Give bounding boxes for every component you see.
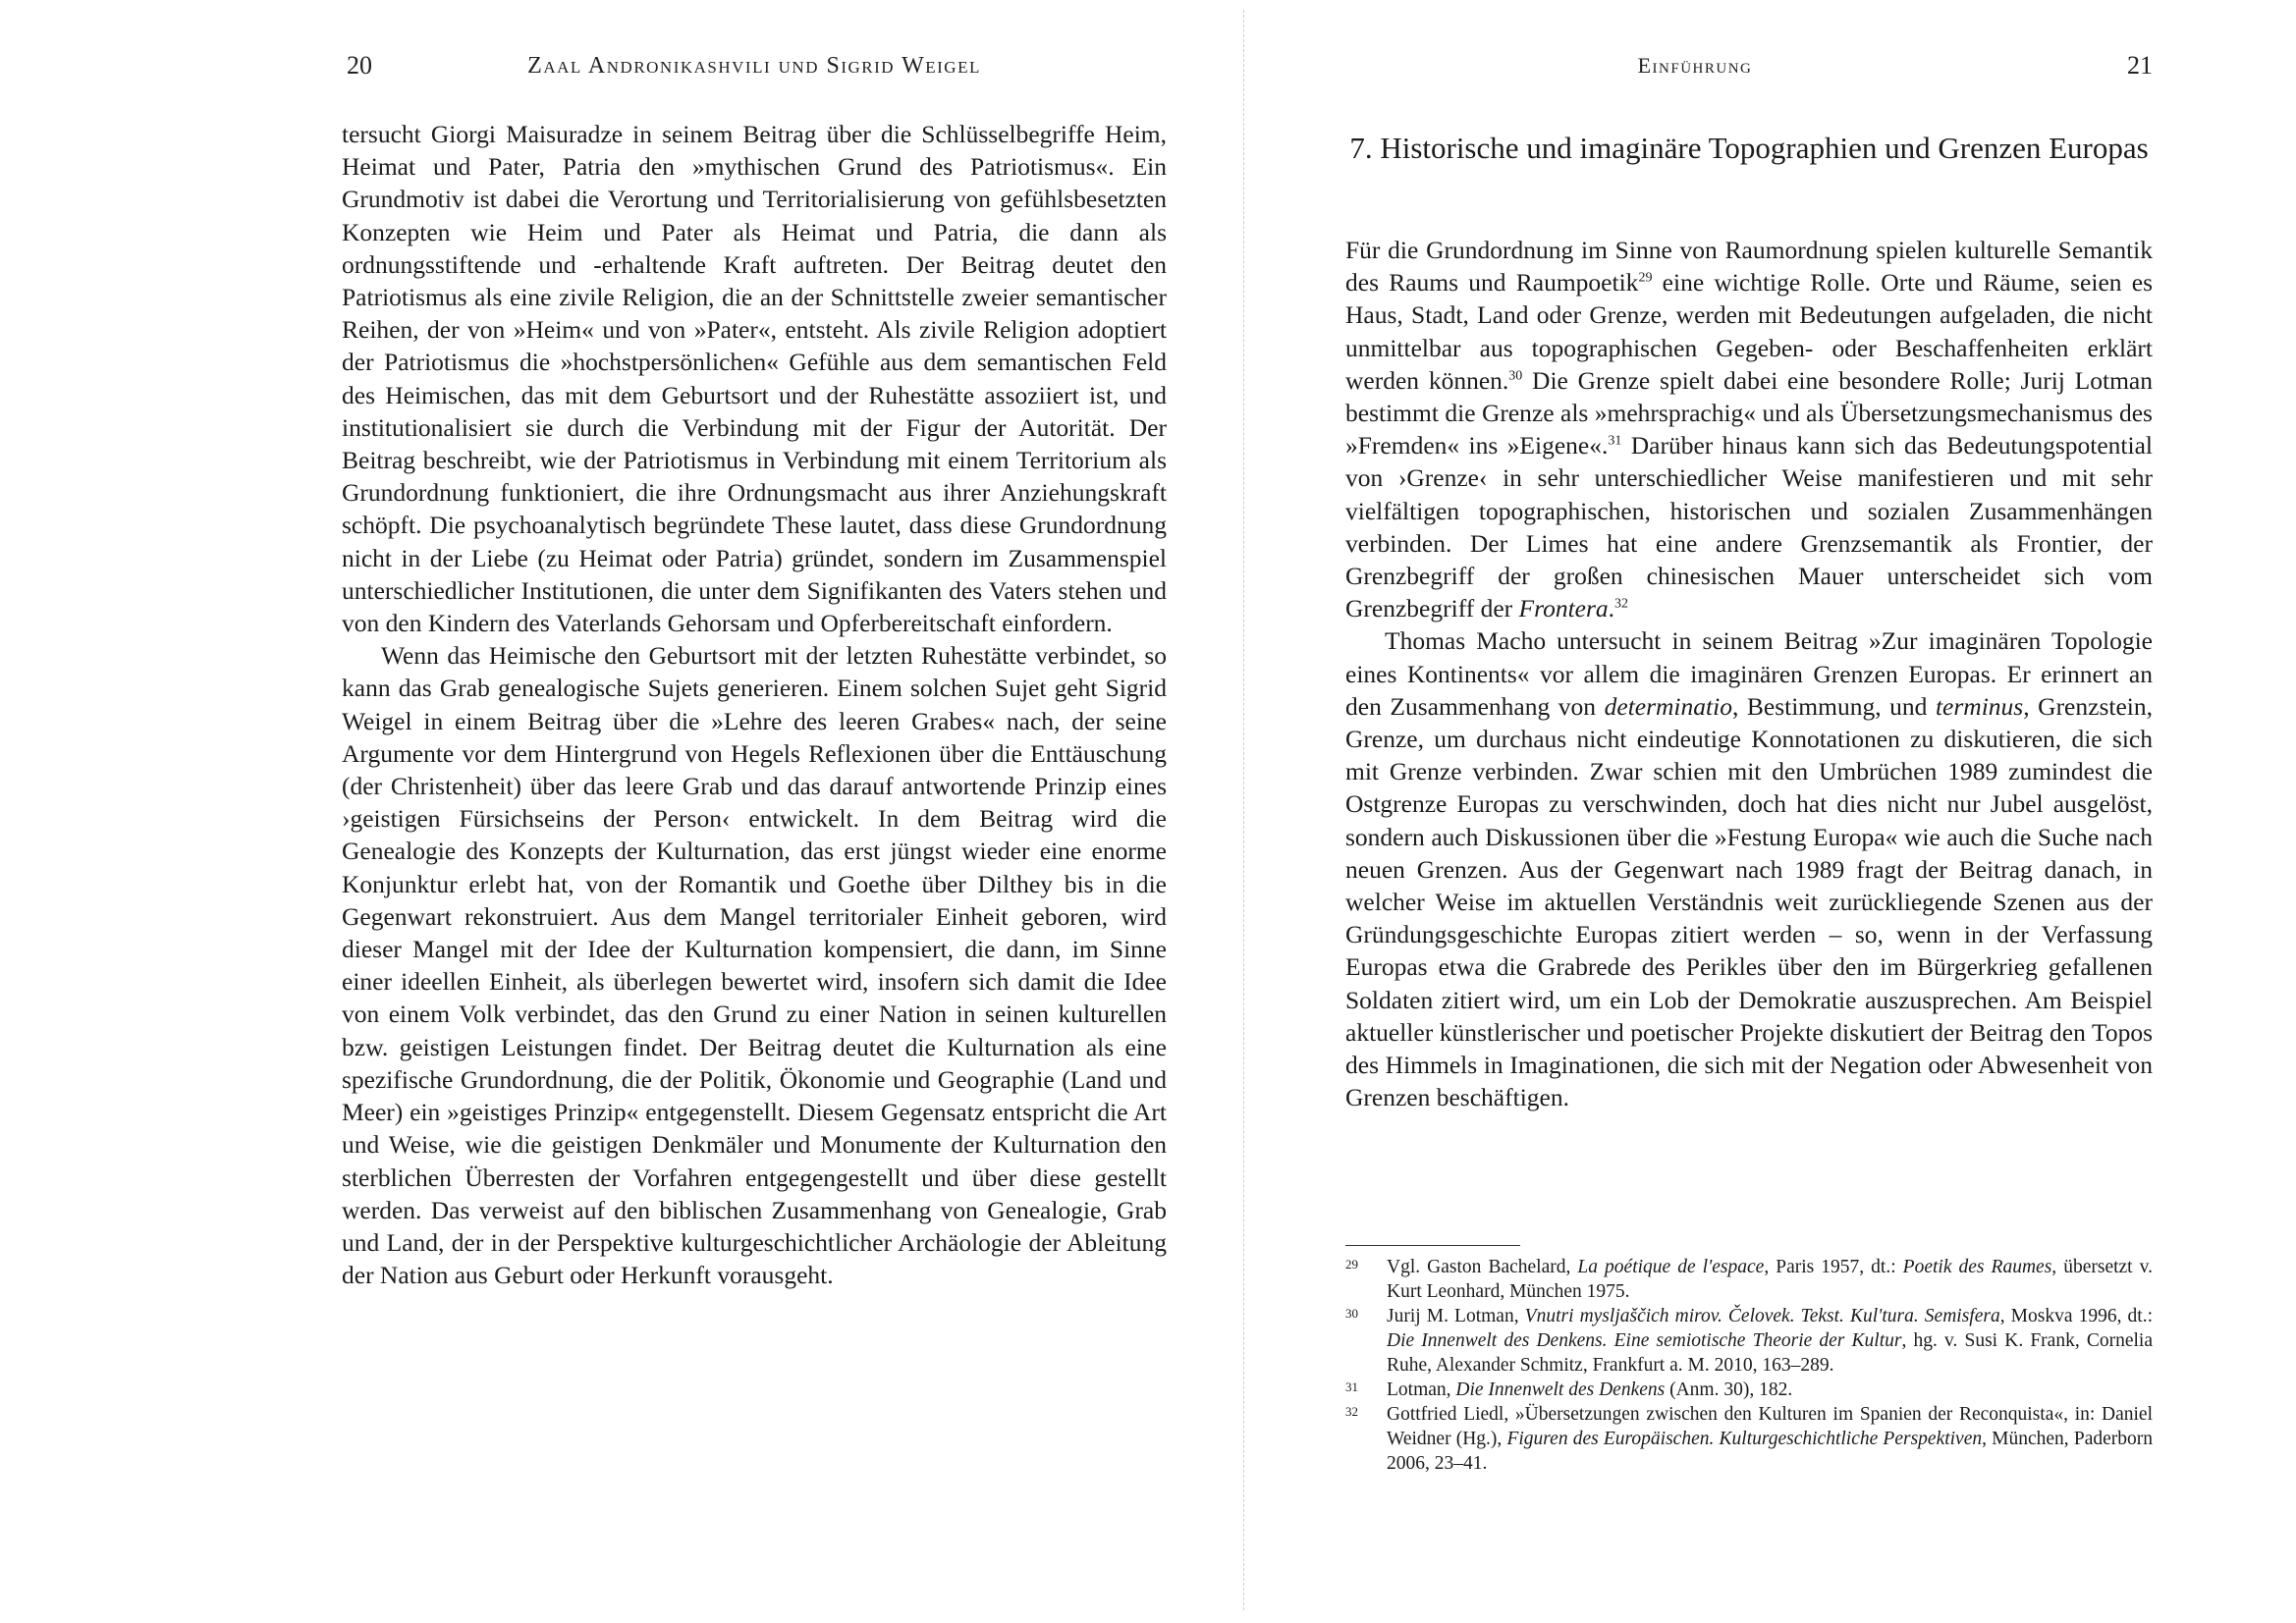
italic-title: La poétique de l'espace [1577,1257,1765,1277]
italic-title: Vnutri mysljaščich mirov. Čelovek. Tekst. Kul'tura. Semisfera [1524,1306,2000,1326]
footnote-separator [1345,1245,1520,1246]
text-run: Gottfried Liedl, »Übersetzungen zwischen den Kulturen im Spanien der Reconquista«, in: Daniel Weidner (Hg.), [1387,1404,2153,1449]
text-run: , Moskva 1996, dt.: [1999,1306,2153,1326]
running-head-section: Einführung [1637,53,1753,78]
left-body-text [342,118,1167,1291]
text-run: Jurij M. Lotman, [1387,1306,1525,1326]
page-number-right: 21 [2127,51,2153,80]
footnote-30 [1345,1304,2153,1378]
footnote-31 [1345,1378,2153,1402]
text-run: Darüber hinaus kann sich das Bedeutungspotential von ›Grenze‹ in sehr unterschiedlicher Weise manifestieren und mit sehr vielfältigen topographischen, historischen und sozialen Zusammenhängen verbinden. Der Limes hat eine andere Grenzsemantik als Frontier, der Grenzbegriff der großen chinesischen Mauer unterscheidet sich vom Grenzbegriff der [1345,431,2153,623]
text-run: Die Grenze spielt dabei eine besondere Rolle; Jurij Lotman bestimmt die Grenze als »mehrsprachig« und als Übersetzungsmechanismus des »Fremden« ins »Eigene«. [1345,365,2153,460]
right-paragraph-1 [1345,234,2153,624]
right-page [1345,0,2153,1623]
right-body-text [1345,234,2153,1113]
text-run: (Anm. 30), 182. [1665,1380,1793,1400]
running-head-left [342,51,1167,84]
right-paragraph-2 [1345,624,2153,1113]
footnote-ref-30[interactable]: 30 [1508,368,1523,384]
text-run: , Paris 1957, dt.: [1764,1257,1903,1277]
running-head-right [1345,51,2153,84]
running-head-authors: Zaal Andronikashvili und Sigrid Weigel [527,53,981,79]
text-run: , Grenzstein, Grenze, um durchaus nicht eindeutige Konnotationen zu diskutieren, die sich mit Grenze verbinden. Zwar schien mit den Umbrüchen 1989 zumindest die Ostgrenze Europas zu verschwinden, doch hat dies nicht nur Jubel ausgelöst, sondern auch Diskussionen über die »Festung Europa« wie auch die Suche nach neuen Grenzen. Aus der Gegenwart nach 1989 fragt der Beitrag danach, in welcher Weise im aktuellen Verständnis weit zurückliegende Szenen aus der Gründungsgeschichte Europas zitiert werden – so, wenn in der Verfassung Europas etwa die Grabrede des Perikles über den im Bürgerkrieg gefallenen Soldaten zitiert wird, um ein Lob der Demokratie auszusprechen. Am Beispiel aktueller künstlerischer und poetischer Projekte diskutiert der Beitrag den Topos des Himmels in Imaginationen, die sich mit der Negation oder Abwesenheit von Grenzen beschäftigen. [1345,691,2153,1112]
italic-title: Die Innenwelt des Denkens. Eine semiotische Theorie der Kultur [1387,1330,1902,1351]
italic-term: determinatio [1604,691,1732,721]
italic-title: Figuren des Europäischen. Kulturgeschichtliche Perspektiven [1506,1429,1983,1449]
text-run: , übersetzt v. Kurt Leonhard, München 1975. [1387,1257,2153,1302]
footnote-32 [1345,1402,2153,1476]
footnote-number: 30 [1345,1306,1358,1321]
left-paragraph-1: tersucht Giorgi Maisuradze in seinem Beitrag über die Schlüsselbegriffe Heim, Heimat und Pater, Patria den »mythischen Grund des Patriotismus«. Ein Grundmotiv ist dabei die Verortung und Territorialisierung von gefühlsbesetzten Konzepten wie Heim und Pater als Heimat und Patria, die dann als ordnungsstiftende und -erhaltende Kraft auftreten. Der Beitrag deutet den Patriotismus als eine zivile Religion, die an der Schnittstelle zweier semantischer Reihen, der von »Heim« und von »Pater«, entsteht. Als zivile Religion adoptiert der Patriotismus die »hochstpersönlichen« Gefühle aus dem semantischen Feld des Heimischen, das mit dem Geburtsort und der Ruhestätte assoziiert ist, und institutionalisiert sie durch die Verbindung mit der Figur der Autorität. Der Beitrag beschreibt, wie der Patriotismus in Verbindung mit einem Territorium als Grundordnung funktioniert, die ihre Ordnungsmacht aus ihrer Anziehungskraft schöpft. Die psychoanalytisch begründete These lautet, dass diese Grundordnung nicht in der Liebe (zu Heimat oder Patria) gründet, sondern im Zusammenspiel unterschiedlicher Institutionen, die unter dem Signifikanten des Vaters stehen und von den Kindern des Vaterlands Gehorsam und Opferbereitschaft einfordern. [342,120,1167,638]
text-run: Vgl. Gaston Bachelard, [1387,1257,1578,1277]
footnote-ref-32[interactable]: 32 [1614,596,1629,612]
italic-title: Die Innenwelt des Denkens [1455,1380,1666,1400]
footnote-number: 31 [1345,1380,1358,1394]
text-run: eine wichtige Rolle. Orte und Räume, seien es Haus, Stadt, Land oder Grenze, werden mit Bedeutungen aufgeladen, die nicht unmittelbar aus topographischen Gegeben- oder Beschaffenheiten erklärt werden können. [1345,268,2153,395]
text-run: Thomas Macho untersucht in seinem Beitrag »Zur imaginären Topologie eines Kontinents« vor allem die imaginären Grenzen Europas. Er erinnert an den Zusammenhang von [1345,626,2153,721]
text-run: Für die Grundordnung im Sinne von Raumordnung spielen kulturelle Semantik des Raums und Raumpoetik [1345,236,2153,298]
page-gutter [1243,10,1244,1610]
left-page [342,0,1167,1623]
footnote-number: 29 [1345,1257,1358,1271]
footnote-ref-31[interactable]: 31 [1608,433,1622,449]
italic-title: Poetik des Raumes [1902,1257,2052,1277]
text-run: , München, Paderborn 2006, 23–41. [1387,1429,2153,1474]
text-run: , Bestimmung, und [1731,691,1936,721]
text-run: . [1608,594,1615,623]
left-paragraph-2: Wenn das Heimische den Geburtsort mit der letzten Ruhestätte verbindet, so kann das Grab genealogische Sujets generieren. Einem solchen Sujet geht Sigrid Weigel in einem Beitrag über die »Lehre des leeren Grabes« nach, der seine Argumente vor dem Hintergrund von Hegels Reflexionen über die Enttäuschung (der Christenheit) über das leere Grab und das darauf antwortende Prinzip eines ›geistigen Fürsichseins der Person‹ entwickelt. In dem Beitrag wird die Genealogie des Konzepts der Kulturnation, das erst jüngst wieder eine enorme Konjunktur erlebt hat, von der Romantik und Goethe über Dilthey bis in die Gegenwart rekonstruiert. Aus dem Mangel territorialer Einheit geboren, wird dieser Mangel mit der Idee der Kulturnation kompensiert, die dann, im Sinne einer ideellen Einheit, als überlegen bewertet wird, insofern sich damit die Idee von einem Volk verbindet, das den Grund zu einer Nation in seinen kulturellen bzw. geistigen Leistungen findet. Der Beitrag deutet die Kulturnation als eine spezifische Grundordnung, die der Politik, Ökonomie und Geographie (Land und Meer) ein »geistiges Prinzip« entgegenstellt. Diesem Gegensatz entspricht die Art und Weise, wie die geistigen Denkmäler und Monumente der Kulturnation den sterblichen Überresten der Vorfahren entgegengestellt und über diese gestellt werden. Das verweist auf den biblischen Zusammenhang von Genealogie, Grab und Land, der in der Perspektive kulturgeschichtlicher Archäologie der Ableitung der Nation aus Geburt oder Herkunft vorausgeht. [342,641,1167,1290]
text-run: , hg. v. Susi K. Frank, Cornelia Ruhe, Alexander Schmitz, Frankfurt a. M. 2010, 163–289. [1387,1330,2153,1376]
footnotes [1345,1255,2153,1476]
section-heading: 7. Historische und imaginäre Topographien und Grenzen Europas [1349,131,2149,165]
footnote-number: 32 [1345,1404,1358,1419]
text-run: Lotman, [1387,1380,1456,1400]
italic-term: Frontera [1518,594,1609,623]
page-number-left: 20 [347,51,372,80]
footnote-ref-29[interactable]: 29 [1638,270,1653,286]
italic-term: terminus [1935,691,2024,721]
footnote-29 [1345,1255,2153,1304]
